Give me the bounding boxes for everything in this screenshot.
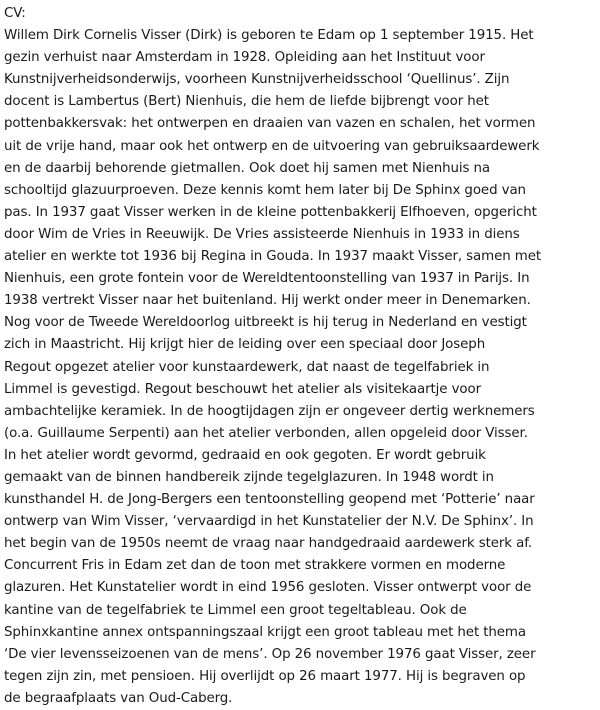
- paragraph-line: Regout opgezet atelier voor kunstaardewerk, dat naast de tegelfabriek in: [4, 359, 490, 375]
- paragraph-line: kunsthandel H. de Jong-Bergers een tentoonstelling geopend met ‘Potterie’ naar: [4, 492, 535, 508]
- paragraph-line: kantine van de tegelfabriek te Limmel een groot tegeltableau. Ook de: [4, 602, 467, 618]
- paragraph-line: gemaakt van de binnen handbereik zijnde tegelglazuren. In 1948 wordt in: [4, 469, 494, 485]
- biography-paragraph: [4, 25, 596, 710]
- paragraph-line: ambachtelijke keramiek. In de hoogtijdagen zijn er ongeveer dertig werknemers: [4, 403, 535, 419]
- paragraph-line: ontwerp van Wim Visser, ‘vervaardigd in het Kunstatelier der N.V. De Sphinx’. In: [4, 514, 534, 530]
- paragraph-line: het begin van de 1950s neemt de vraag naar handgedraaid aardewerk sterk af.: [4, 536, 533, 552]
- paragraph-line: Nog voor de Tweede Wereldoorlog uitbreekt is hij terug in Nederland en vestigt: [4, 315, 527, 331]
- document-page: [4, 3, 596, 710]
- paragraph-line: en de daarbij behorende gietmallen. Ook doet hij samen met Nienhuis na: [4, 160, 491, 176]
- paragraph-line: gezin verhuist naar Amsterdam in 1928. Opleiding aan het Instituut voor: [4, 50, 485, 66]
- paragraph-line: Sphinxkantine annex ontspanningszaal krijgt een groot tableau met het thema: [4, 624, 526, 640]
- cv-heading: CV:: [4, 6, 26, 21]
- paragraph-line: zich in Maastricht. Hij krijgt hier de leiding over een speciaal door Joseph: [4, 337, 486, 353]
- paragraph-line: 1938 vertrekt Visser naar het buitenland. Hij werkt onder meer in Denemarken.: [4, 293, 531, 309]
- paragraph-line: In het atelier wordt gevormd, gedraaid en ook gegoten. Er wordt gebruik: [4, 447, 486, 463]
- paragraph-line: de begraafplaats van Oud-Caberg.: [4, 690, 233, 706]
- paragraph-line: Nienhuis, een grote fontein voor de Wereldtentoonstelling van 1937 in Parijs. In: [4, 271, 530, 287]
- paragraph-line: tegen zijn zin, met pensioen. Hij overlijdt op 26 maart 1977. Hij is begraven op: [4, 668, 526, 684]
- paragraph-line: schooltijd glazuurproeven. Deze kennis komt hem later bij De Sphinx goed van: [4, 182, 526, 198]
- paragraph-line: (o.a. Guillaume Serpenti) aan het atelier verbonden, allen opgeleid door Visser.: [4, 425, 528, 441]
- paragraph-line: uit de vrije hand, maar ook het ontwerp en de uitvoering van gebruiksaardewerk: [4, 138, 540, 154]
- paragraph-line: door Wim de Vries in Reeuwijk. De Vries assisteerde Nienhuis in 1933 in diens: [4, 226, 520, 242]
- paragraph-line: Willem Dirk Cornelis Visser (Dirk) is geboren te Edam op 1 september 1915. Het: [4, 28, 534, 44]
- paragraph-line: pottenbakkersvak: het ontwerpen en draaien van vazen en schalen, het vormen: [4, 116, 536, 132]
- paragraph-line: glazuren. Het Kunstatelier wordt in eind 1956 gesloten. Visser ontwerpt voor de: [4, 580, 532, 596]
- paragraph-line: Kunstnijverheidsonderwijs, voorheen Kunstnijverheidsschool ‘Quellinus’. Zijn: [4, 72, 510, 88]
- paragraph-line: Limmel is gevestigd. Regout beschouwt het atelier als visitekaartje voor: [4, 381, 482, 397]
- paragraph-line: pas. In 1937 gaat Visser werken in de kleine pottenbakkerij Elfhoeven, opgericht: [4, 204, 537, 220]
- paragraph-line: atelier en werkte tot 1936 bij Regina in Gouda. In 1937 maakt Visser, samen met: [4, 249, 542, 265]
- paragraph-line: ‘De vier levensseizoenen van de mens’. Op 26 november 1976 gaat Visser, zeer: [4, 646, 536, 662]
- paragraph-line: Concurrent Fris in Edam zet dan de toon met strakkere vormen en moderne: [4, 558, 506, 574]
- paragraph-line: docent is Lambertus (Bert) Nienhuis, die hem de liefde bijbrengt voor het: [4, 94, 489, 110]
